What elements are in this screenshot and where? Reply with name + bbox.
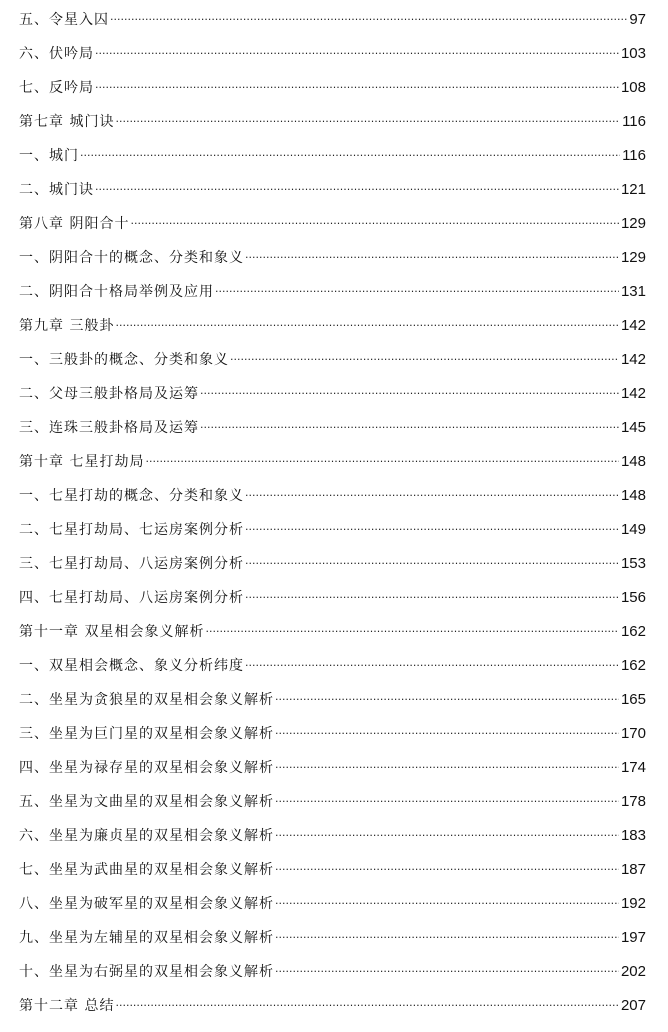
dot-leader	[275, 897, 619, 910]
toc-entry-page: 116	[622, 146, 646, 164]
toc-entry-title: 二、城门诀	[19, 182, 94, 198]
toc-entry[interactable]	[19, 240, 646, 274]
toc-entry-page: 207	[620, 996, 646, 1014]
table-of-contents	[19, 2, 646, 1022]
toc-entry[interactable]	[19, 410, 646, 444]
toc-entry-page: 103	[620, 44, 646, 62]
toc-entry-page: 129	[620, 214, 646, 232]
toc-entry[interactable]	[19, 682, 646, 716]
toc-entry-title: 二、父母三般卦格局及运筹	[19, 386, 199, 402]
toc-entry-page: 97	[629, 10, 646, 28]
toc-entry-title: 一、双星相会概念、象义分析纬度	[19, 658, 244, 674]
toc-entry-title: 六、坐星为廉贞星的双星相会象义解析	[19, 828, 274, 844]
dot-leader	[275, 829, 619, 842]
toc-entry[interactable]	[19, 852, 646, 886]
dot-leader	[275, 761, 619, 774]
toc-entry-title: 第七章 城门诀	[19, 114, 115, 130]
toc-entry-title: 第九章 三般卦	[19, 318, 115, 334]
dot-leader	[275, 693, 619, 706]
toc-entry-page: 162	[620, 622, 646, 640]
dot-leader	[200, 387, 619, 400]
dot-leader	[245, 251, 619, 264]
toc-entry-title: 三、连珠三般卦格局及运筹	[19, 420, 199, 436]
dot-leader	[275, 727, 619, 740]
toc-entry-title: 五、令星入囚	[19, 12, 109, 28]
toc-entry-page: 148	[620, 486, 646, 504]
toc-chapter-entry[interactable]	[19, 308, 646, 342]
dot-leader	[275, 863, 619, 876]
toc-entry-title: 二、阴阳合十格局举例及应用	[19, 284, 214, 300]
toc-entry[interactable]	[19, 648, 646, 682]
dot-leader	[115, 999, 619, 1012]
toc-entry-page: 142	[620, 316, 646, 334]
toc-entry-page: 178	[620, 792, 646, 810]
dot-leader	[245, 523, 619, 536]
toc-chapter-entry[interactable]	[19, 614, 646, 648]
dot-leader	[245, 489, 619, 502]
toc-entry-page: 108	[620, 78, 646, 96]
toc-entry[interactable]	[19, 920, 646, 954]
toc-entry-page: 142	[620, 384, 646, 402]
toc-entry-title: 一、七星打劫的概念、分类和象义	[19, 488, 244, 504]
toc-chapter-entry[interactable]	[19, 988, 646, 1022]
toc-entry-page: 174	[620, 758, 646, 776]
toc-entry[interactable]	[19, 172, 646, 206]
toc-chapter-entry[interactable]	[19, 206, 646, 240]
toc-entry-page: 197	[620, 928, 646, 946]
toc-entry-title: 第八章 阴阳合十	[19, 216, 130, 232]
toc-entry[interactable]	[19, 376, 646, 410]
toc-entry-title: 四、七星打劫局、八运房案例分析	[19, 590, 244, 606]
dot-leader	[110, 13, 627, 26]
toc-chapter-entry[interactable]	[19, 444, 646, 478]
toc-entry-title: 第十一章 双星相会象义解析	[19, 624, 205, 640]
toc-entry-page: 142	[620, 350, 646, 368]
dot-leader	[95, 47, 619, 60]
dot-leader	[275, 795, 619, 808]
toc-entry-page: 116	[622, 112, 646, 130]
toc-entry-title: 七、反吟局	[19, 80, 94, 96]
toc-entry[interactable]	[19, 546, 646, 580]
toc-entry-title: 三、坐星为巨门星的双星相会象义解析	[19, 726, 274, 742]
dot-leader	[115, 319, 619, 332]
toc-entry-page: 202	[620, 962, 646, 980]
toc-entry-title: 四、坐星为禄存星的双星相会象义解析	[19, 760, 274, 776]
toc-entry[interactable]	[19, 716, 646, 750]
dot-leader	[95, 183, 619, 196]
toc-entry[interactable]	[19, 478, 646, 512]
toc-entry-title: 六、伏吟局	[19, 46, 94, 62]
toc-entry-page: 145	[620, 418, 646, 436]
toc-entry-title: 第十章 七星打劫局	[19, 454, 145, 470]
dot-leader	[80, 149, 620, 162]
dot-leader	[245, 557, 619, 570]
toc-entry-title: 第十二章 总结	[19, 998, 115, 1014]
dot-leader	[115, 115, 620, 128]
toc-entry-title: 三、七星打劫局、八运房案例分析	[19, 556, 244, 572]
toc-entry-title: 五、坐星为文曲星的双星相会象义解析	[19, 794, 274, 810]
toc-entry-page: 183	[620, 826, 646, 844]
toc-entry[interactable]	[19, 886, 646, 920]
toc-entry[interactable]	[19, 784, 646, 818]
toc-entry-page: 129	[620, 248, 646, 266]
toc-entry-title: 九、坐星为左辅星的双星相会象义解析	[19, 930, 274, 946]
toc-entry-page: 192	[620, 894, 646, 912]
toc-entry-title: 二、坐星为贪狼星的双星相会象义解析	[19, 692, 274, 708]
dot-leader	[215, 285, 619, 298]
toc-entry[interactable]	[19, 580, 646, 614]
toc-entry-page: 149	[620, 520, 646, 538]
dot-leader	[230, 353, 619, 366]
toc-entry-page: 162	[620, 656, 646, 674]
toc-entry[interactable]	[19, 70, 646, 104]
dot-leader	[130, 217, 619, 230]
toc-entry-page: 148	[620, 452, 646, 470]
toc-chapter-entry[interactable]	[19, 104, 646, 138]
toc-entry-page: 165	[620, 690, 646, 708]
toc-entry-title: 一、城门	[19, 148, 79, 164]
dot-leader	[245, 591, 619, 604]
dot-leader	[275, 931, 619, 944]
toc-entry-page: 121	[620, 180, 646, 198]
toc-entry-title: 十、坐星为右弼星的双星相会象义解析	[19, 964, 274, 980]
dot-leader	[245, 659, 619, 672]
toc-entry[interactable]	[19, 138, 646, 172]
toc-entry-page: 156	[620, 588, 646, 606]
dot-leader	[275, 965, 619, 978]
toc-entry-title: 七、坐星为武曲星的双星相会象义解析	[19, 862, 274, 878]
toc-entry[interactable]	[19, 2, 646, 36]
dot-leader	[145, 455, 619, 468]
toc-entry-title: 八、坐星为破军星的双星相会象义解析	[19, 896, 274, 912]
toc-entry[interactable]	[19, 36, 646, 70]
toc-entry-page: 170	[620, 724, 646, 742]
toc-entry[interactable]	[19, 954, 646, 988]
toc-entry-page: 131	[620, 282, 646, 300]
dot-leader	[200, 421, 619, 434]
dot-leader	[95, 81, 619, 94]
toc-entry[interactable]	[19, 750, 646, 784]
toc-entry-title: 二、七星打劫局、七运房案例分析	[19, 522, 244, 538]
toc-entry[interactable]	[19, 342, 646, 376]
dot-leader	[205, 625, 619, 638]
toc-entry-title: 一、阴阳合十的概念、分类和象义	[19, 250, 244, 266]
toc-entry-page: 187	[620, 860, 646, 878]
toc-entry-title: 一、三般卦的概念、分类和象义	[19, 352, 229, 368]
toc-entry[interactable]	[19, 818, 646, 852]
toc-entry[interactable]	[19, 274, 646, 308]
toc-entry-page: 153	[620, 554, 646, 572]
toc-entry[interactable]	[19, 512, 646, 546]
